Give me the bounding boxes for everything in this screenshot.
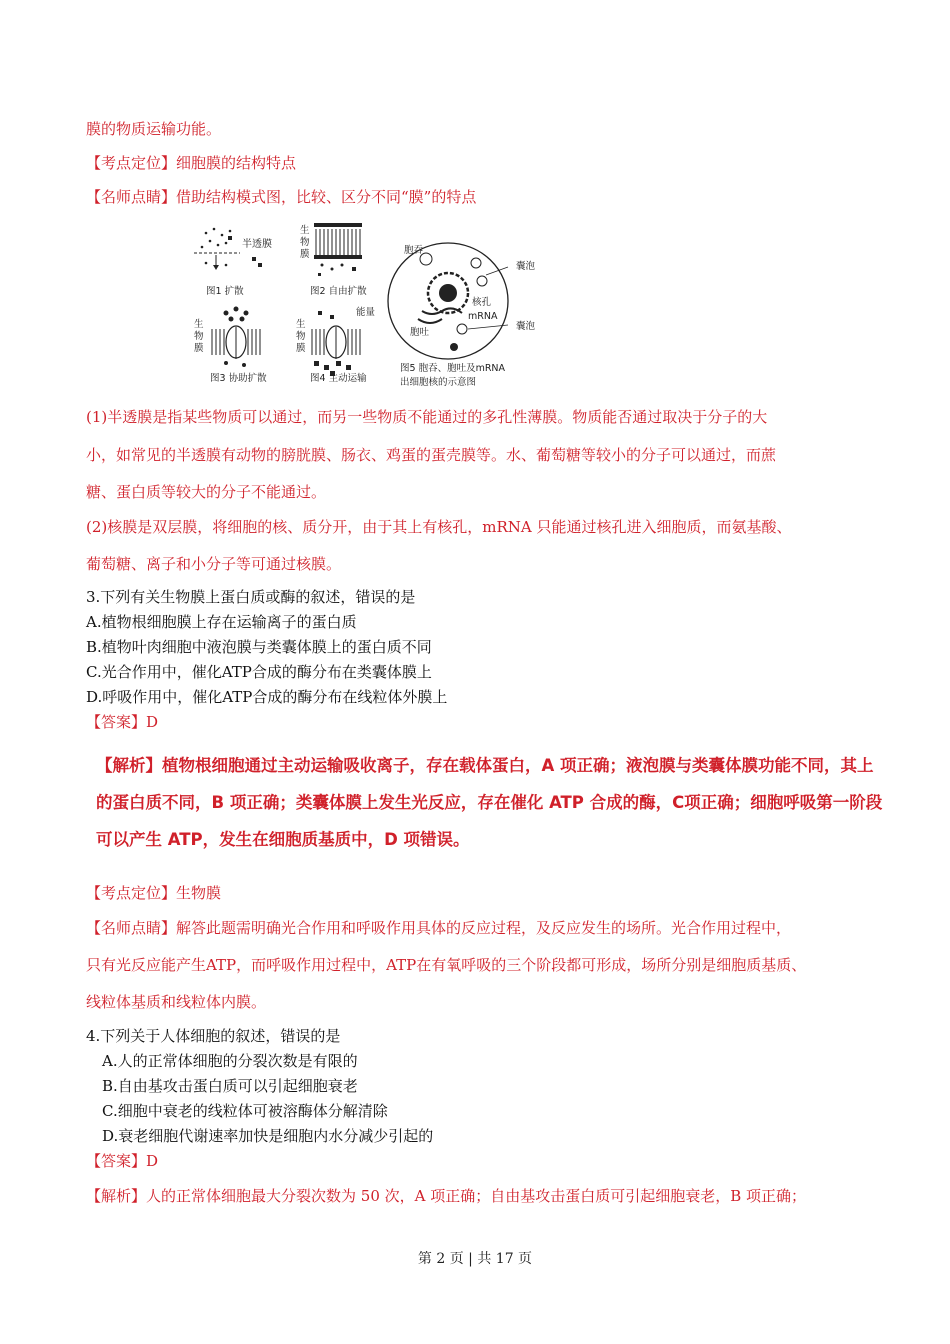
svg-text:膜: 膜 — [194, 343, 204, 354]
q2-dianjing — [86, 186, 476, 207]
fig5-vesicle-bottom: 囊泡 — [516, 321, 536, 332]
q3-kaodian — [86, 882, 221, 903]
q3-analysis-l1: 【解析】植物根细胞通过主动运输吸收离子，存在载体蛋白，A 项正确；液泡膜与类囊体膜功能不同，其上 — [96, 756, 874, 775]
fig5-pore: 核孔 — [472, 297, 492, 308]
analysis-tag: 【解析】 — [86, 1187, 147, 1205]
q3-analysis-l3: 可以产生 ATP，发生在细胞质基质中，D 项错误。 — [96, 830, 470, 849]
svg-text:膜: 膜 — [296, 343, 306, 354]
dianjing-text: 解答此题需明确光合作用和呼吸作用具体的反应过程，及反应发生的场所。光合作用过程中， — [176, 919, 792, 937]
q4-option-b: B.自由基攻击蛋白质可以引起细胞衰老 — [102, 1077, 358, 1095]
fig5-exocytosis: 胞吐 — [410, 327, 430, 338]
q4-option-a: A.人的正常体细胞的分裂次数是有限的 — [102, 1052, 358, 1070]
q3-stem: 3.下列有关生物膜上蛋白质或酶的叙述，错误的是 — [86, 588, 416, 606]
q4-option-d: D.衰老细胞代谢速率加快是细胞内水分减少引起的 — [102, 1127, 434, 1145]
svg-text:物: 物 — [300, 237, 310, 248]
fig2-free-diffusion — [300, 223, 367, 297]
dianjing-tag: 【名师点睛】 — [86, 919, 177, 937]
q3-option-a: A.植物根细胞膜上存在运输离子的蛋白质 — [86, 613, 357, 631]
q2-kaodian — [86, 152, 296, 173]
fig5-caption-1: 图5 胞吞、胞吐及mRNA — [400, 363, 506, 374]
q3-option-d: D.呼吸作用中，催化ATP合成的酶分布在线粒体外膜上 — [86, 688, 448, 706]
fig5-vesicle-top: 囊泡 — [516, 261, 536, 272]
fig5-cell-transport — [388, 243, 536, 388]
dianjing-text: 借助结构模式图，比较、区分不同“膜”的特点 — [176, 188, 477, 206]
fig4-active-transport — [296, 306, 376, 384]
kaodian-tag: 【考点定位】 — [86, 884, 177, 902]
fig5-caption-2: 出细胞核的示意图 — [400, 377, 477, 388]
fig1-side-label: 半透膜 — [242, 239, 272, 250]
fig2-caption: 图2 自由扩散 — [310, 286, 367, 297]
svg-text:物: 物 — [296, 331, 306, 342]
page-footer: 第 2 页 | 共 17 页 — [417, 1251, 533, 1267]
q2-note2-l2: 葡萄糖、离子和小分子等可通过核膜。 — [86, 555, 342, 573]
fig3-caption: 图3 协助扩散 — [210, 373, 267, 384]
fig5-mrna: mRNA — [468, 311, 498, 322]
kaodian-tag: 【考点定位】 — [86, 154, 177, 172]
svg-text:生: 生 — [300, 225, 310, 236]
q4-stem: 4.下列关于人体细胞的叙述，错误的是 — [86, 1027, 341, 1045]
intro-tail: 膜的物质运输功能。 — [86, 120, 222, 138]
q2-note1-l3: 糖、蛋白质等较大的分子不能通过。 — [86, 483, 327, 501]
q3-option-c: C.光合作用中，催化ATP合成的酶分布在类囊体膜上 — [86, 663, 432, 681]
fig3-facilitated-diffusion — [194, 307, 267, 385]
fig1-caption: 图1 扩散 — [206, 286, 244, 297]
svg-text:物: 物 — [194, 331, 204, 342]
q3-answer: 【答案】D — [86, 713, 159, 731]
q3-option-b: B.植物叶肉细胞中液泡膜与类囊体膜上的蛋白质不同 — [86, 638, 432, 656]
q4-answer: 【答案】D — [86, 1152, 159, 1170]
svg-text:膜: 膜 — [300, 249, 310, 260]
svg-text:生: 生 — [296, 319, 306, 330]
dianjing-tag: 【名师点睛】 — [86, 188, 177, 206]
fig4-caption: 图4 主动运输 — [310, 373, 367, 384]
fig4-energy-label: 能量 — [356, 307, 376, 318]
q3-dianjing-l2: 只有光反应能产生ATP，而呼吸作用过程中，ATP在有氧呼吸的三个阶段都可形成，场所分别是细胞质基质、 — [86, 956, 807, 974]
kaodian-text: 生物膜 — [176, 884, 222, 902]
fig5-phagocytosis: 胞吞 — [404, 245, 424, 256]
svg-text:生: 生 — [194, 319, 204, 330]
q2-note1-l1: (1)半透膜是指某些物质可以通过，而另一些物质不能通过的多孔性薄膜。物质能否通过取决于分子的大 — [86, 408, 768, 426]
q3-dianjing-l1 — [86, 917, 791, 938]
membrane-transport-figure — [186, 219, 546, 397]
q4-option-c: C.细胞中衰老的线粒体可被溶酶体分解清除 — [102, 1102, 388, 1120]
q3-dianjing-l3: 线粒体基质和线粒体内膜。 — [86, 993, 267, 1011]
q3-analysis-l2: 的蛋白质不同，B 项正确；类囊体膜上发生光反应，存在催化 ATP 合成的酶，C项正确；细胞呼吸第一阶段 — [96, 793, 883, 812]
kaodian-text: 细胞膜的结构特点 — [176, 154, 297, 172]
fig1-diffusion — [194, 228, 272, 297]
analysis-text: 人的正常体细胞最大分裂次数为 50 次，A 项正确；自由基攻击蛋白质可引起细胞衰老，B 项正确； — [146, 1187, 807, 1205]
q2-note1-l2: 小，如常见的半透膜有动物的膀胱膜、肠衣、鸡蛋的蛋壳膜等。水、葡萄糖等较小的分子可以通过，而蔗 — [86, 446, 777, 464]
q2-note2-l1: (2)核膜是双层膜，将细胞的核、质分开，由于其上有核孔，mRNA 只能通过核孔进入细胞质，而氨基酸、 — [86, 518, 792, 536]
q4-analysis — [86, 1185, 806, 1206]
